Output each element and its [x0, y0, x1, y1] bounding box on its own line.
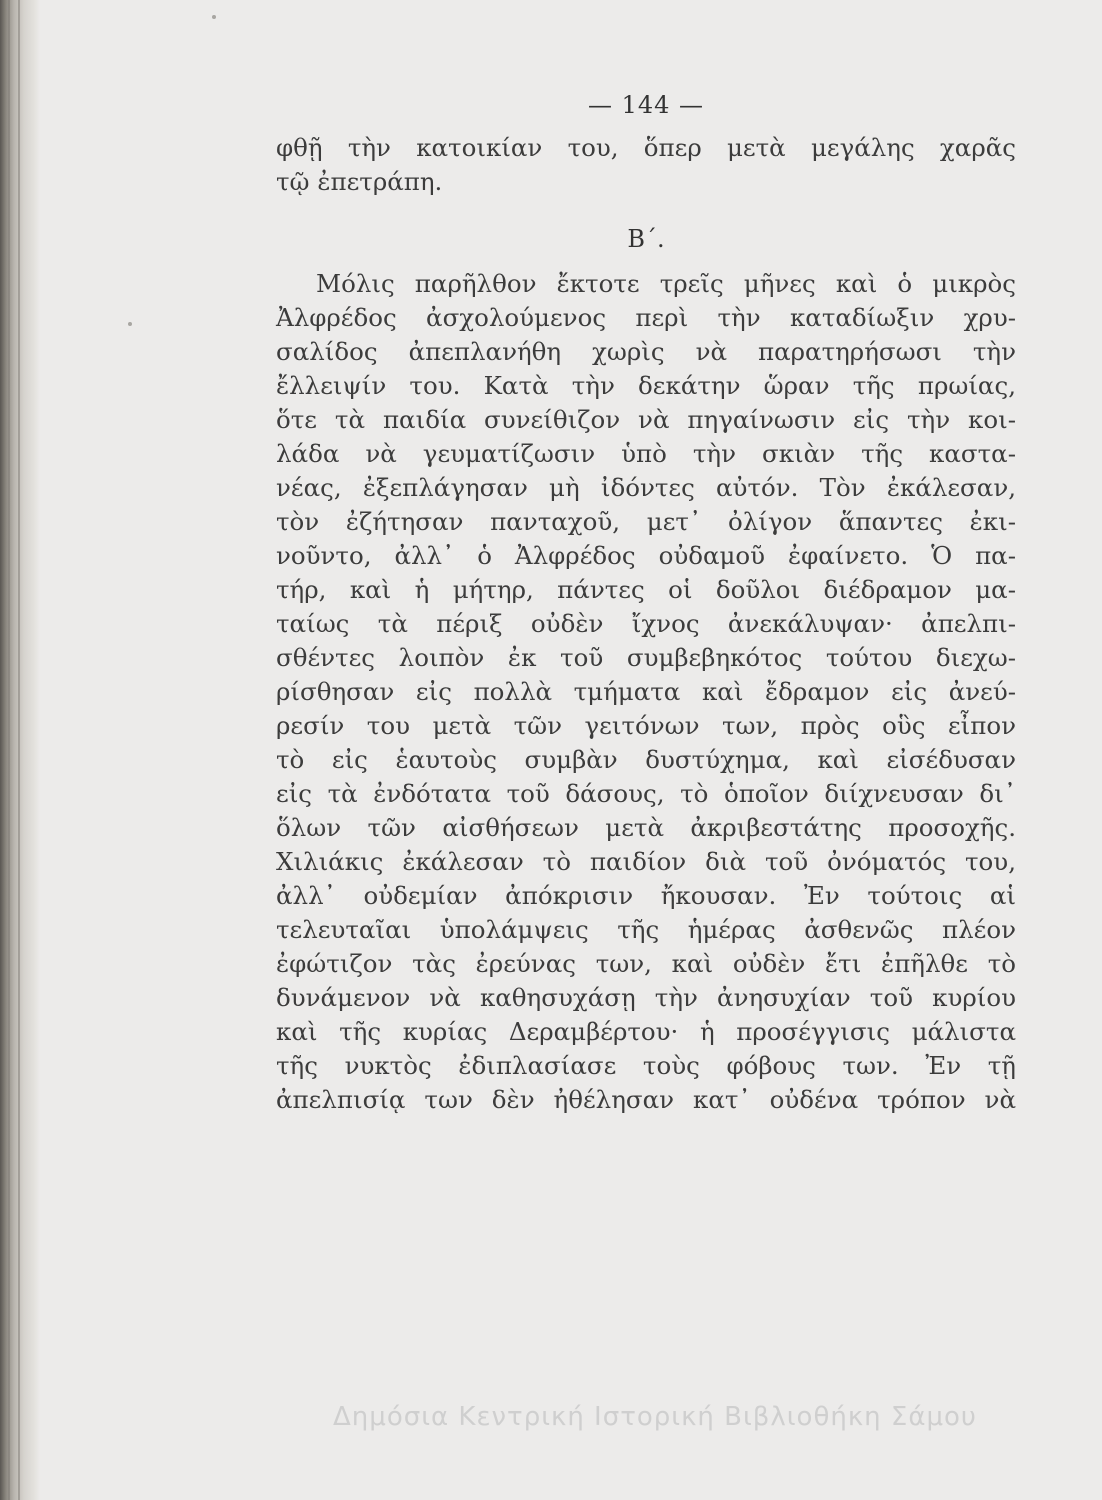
text-line: ρεσίν του μετὰ τῶν γειτόνων των, πρὸς οὓς εἶπον — [276, 711, 1016, 740]
text-line: νέας, ἐξεπλάγησαν μὴ ἰδόντες αὐτόν. Τὸν ἐκάλεσαν, — [276, 473, 1016, 502]
text-line: Χιλιάκις ἐκάλεσαν τὸ παιδίον διὰ τοῦ ὀνόματός του, — [276, 847, 1016, 876]
text-line: σαλίδος ἀπεπλανήθη χωρὶς νὰ παρατηρήσωσι τὴν — [276, 337, 1016, 366]
text-line: ρίσθησαν εἰς πολλὰ τμήματα καὶ ἔδραμον εἰς ἀνεύ- — [276, 677, 1016, 706]
text-line: τὸ εἰς ἑαυτοὺς συμβὰν δυστύχημα, καὶ εἰσέδυσαν — [276, 745, 1016, 774]
paper-speck — [212, 15, 216, 19]
text-line: τελευταῖαι ὑπολάμψεις τῆς ἡμέρας ἀσθενῶς πλέον — [276, 915, 1016, 944]
text-line: τὸν ἐζήτησαν πανταχοῦ, μετ᾽ ὀλίγον ἅπαντες ἐκι- — [276, 507, 1016, 536]
library-watermark: Δημόσια Κεντρική Ιστορική Βιβλιοθήκη Σάμου — [333, 1402, 977, 1432]
page-number: — 144 — — [587, 91, 705, 119]
page-text-block — [276, 85, 1016, 1117]
text-line: Μόλις παρῆλθον ἔκτοτε τρεῖς μῆνες καὶ ὁ μικρὸς — [316, 269, 1016, 298]
text-line: δυνάμενον νὰ καθησυχάσῃ τὴν ἀνησυχίαν τοῦ κυρίου — [276, 983, 1016, 1012]
text-line: ὅτε τὰ παιδία συνείθιζον νὰ πηγαίνωσιν εἰς τὴν κοι- — [276, 405, 1016, 434]
text-line: τῷ ἐπετράπη. — [276, 167, 443, 196]
paper-speck — [128, 322, 132, 326]
text-line: καὶ τῆς κυρίας Δεραμβέρτου· ἡ προσέγγισις μάλιστα — [276, 1017, 1016, 1046]
section-heading: Β΄. — [627, 225, 665, 253]
text-line: λάδα νὰ γευματίζωσιν ὑπὸ τὴν σκιὰν τῆς καστα- — [276, 439, 1016, 468]
binding-line — [18, 0, 20, 1500]
text-line: ἐφώτιζον τὰς ἐρεύνας των, καὶ οὐδὲν ἔτι ἐπῆλθε τὸ — [276, 949, 1016, 978]
text-line: σθέντες λοιπὸν ἐκ τοῦ συμβεβηκότος τούτου διεχω- — [276, 643, 1016, 672]
book-binding-edge — [0, 0, 40, 1500]
binding-line — [8, 0, 10, 1500]
text-line: ἔλλειψίν του. Κατὰ τὴν δεκάτην ὥραν τῆς πρωίας, — [276, 371, 1016, 400]
text-line: τήρ, καὶ ἡ μήτηρ, πάντες οἱ δοῦλοι διέδραμον μα- — [276, 575, 1016, 604]
text-line: τῆς νυκτὸς ἐδιπλασίασε τοὺς φόβους των. Ἐν τῇ — [276, 1051, 1016, 1080]
text-line: ταίως τὰ πέριξ οὐδὲν ἴχνος ἀνεκάλυψαν· ἀπελπι- — [276, 609, 1016, 638]
text-line: νοῦντο, ἀλλ᾽ ὁ Ἀλφρέδος οὐδαμοῦ ἐφαίνετο. Ὁ πα- — [276, 541, 1016, 570]
text-line: ὅλων τῶν αἰσθήσεων μετὰ ἀκριβεστάτης προσοχῆς. — [276, 813, 1016, 842]
text-line: φθῇ τὴν κατοικίαν του, ὅπερ μετὰ μεγάλης χαρᾶς — [276, 133, 1016, 162]
text-line: ἀπελπισίᾳ των δὲν ἠθέλησαν κατ᾽ οὐδένα τρόπον νὰ — [276, 1085, 1016, 1114]
text-line: ἀλλ᾽ οὐδεμίαν ἀπόκρισιν ἤκουσαν. Ἐν τούτοις αἱ — [276, 881, 1016, 910]
text-line: Ἀλφρέδος ἀσχολούμενος περὶ τὴν καταδίωξιν χρυ- — [276, 303, 1016, 332]
text-line: εἰς τὰ ἐνδότατα τοῦ δάσους, τὸ ὁποῖον διίχνευσαν δι᾽ — [276, 779, 1016, 808]
